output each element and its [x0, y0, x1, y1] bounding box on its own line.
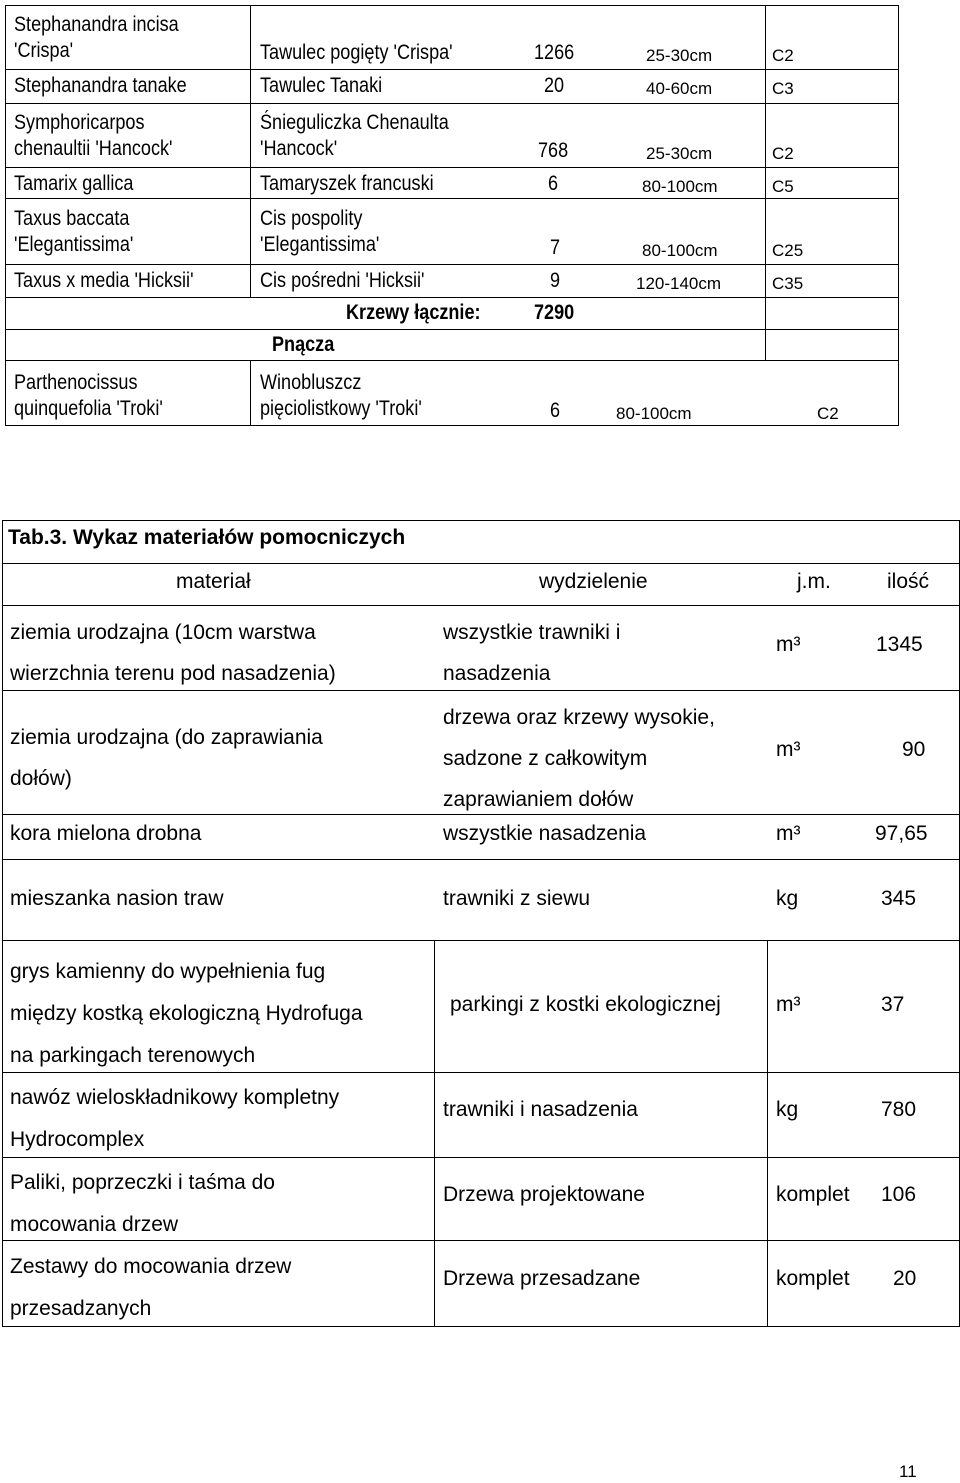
header-area: wydzielenie — [539, 570, 648, 593]
plant-polish: Tawulec pogięty 'Crispa' — [260, 41, 453, 64]
material-qty: 345 — [881, 887, 917, 910]
line: 'Elegantissima' — [260, 233, 380, 256]
material-area: trawniki z siewu — [443, 887, 591, 910]
plant-latin — [14, 110, 172, 162]
material-unit: komplet — [776, 1267, 850, 1290]
plant-container: C35 — [772, 274, 804, 293]
plant-container: C2 — [817, 404, 839, 423]
line: 'Hancock' — [260, 137, 338, 160]
line: zaprawianiem dołów — [443, 788, 634, 811]
header-material: materiał — [176, 570, 251, 593]
plant-size: 120-140cm — [636, 274, 722, 293]
material-name — [10, 717, 323, 799]
line: na parkingach terenowych — [10, 1044, 256, 1067]
line: ziemia urodzajna (do zaprawiania — [10, 726, 323, 749]
plant-polish: Tamaryszek francuski — [260, 172, 434, 195]
line: Śnieguliczka Chenaulta — [260, 111, 449, 134]
line: 'Elegantissima' — [14, 233, 134, 256]
plant-size: 80-100cm — [616, 404, 692, 423]
material-unit: kg — [776, 1098, 799, 1121]
line: Winobluszcz — [260, 371, 362, 394]
line: Parthenocissus — [14, 371, 138, 394]
plant-qty: 7 — [550, 236, 561, 259]
plant-qty: 1266 — [534, 41, 575, 64]
line: Paliki, poprzeczki i taśma do — [10, 1171, 275, 1194]
material-qty: 106 — [881, 1183, 917, 1206]
plant-size: 40-60cm — [646, 79, 713, 98]
material-area — [443, 612, 620, 694]
line: sadzone z całkowitym — [443, 747, 648, 770]
plant-qty: 20 — [544, 74, 565, 97]
plant-size: 25-30cm — [646, 144, 713, 163]
plant-container: C2 — [772, 46, 794, 65]
material-name: kora mielona drobna — [10, 822, 202, 845]
plant-container: C25 — [772, 241, 804, 260]
material-name — [10, 1162, 275, 1246]
line: wierzchnia terenu pod nasadzenia) — [10, 662, 336, 685]
material-area: Drzewa projektowane — [443, 1183, 645, 1206]
plant-qty: 6 — [550, 399, 561, 422]
line: Hydrocomplex — [10, 1128, 145, 1151]
line: quinquefolia 'Troki' — [14, 397, 163, 420]
plant-container: C3 — [772, 79, 794, 98]
shrubs-total-value: 7290 — [534, 301, 575, 324]
plant-latin — [14, 12, 179, 64]
plant-latin — [14, 206, 133, 258]
material-unit: m³ — [776, 993, 801, 1016]
plant-container: C5 — [772, 177, 794, 196]
line: wszystkie trawniki i — [443, 621, 621, 644]
material-name — [10, 612, 336, 694]
plant-qty: 6 — [548, 172, 559, 195]
shrubs-total-label: Krzewy łącznie: — [346, 301, 481, 324]
line: dołów) — [10, 767, 72, 790]
line: Zestawy do mocowania drzew — [10, 1255, 292, 1278]
plant-size: 80-100cm — [642, 241, 718, 260]
line: chenaultii 'Hancock' — [14, 137, 173, 160]
line: Taxus baccata — [14, 207, 130, 230]
plant-container: C2 — [772, 144, 794, 163]
line: ziemia urodzajna (10cm warstwa — [10, 621, 316, 644]
line: między kostką ekologiczną Hydrofuga — [10, 1002, 363, 1025]
line: mocowania drzew — [10, 1213, 179, 1236]
plant-latin: Tamarix gallica — [14, 172, 134, 195]
line: Symphoricarpos — [14, 111, 145, 134]
material-area — [443, 697, 715, 820]
plant-qty: 9 — [550, 269, 561, 292]
plant-polish — [260, 206, 379, 258]
line: pięciolistkowy 'Troki' — [260, 397, 422, 420]
material-unit: kg — [776, 887, 799, 910]
plant-polish — [260, 110, 449, 162]
material-unit: m³ — [776, 633, 801, 656]
climbers-section-label: Pnącza — [272, 333, 335, 356]
line: Cis pospolity — [260, 207, 363, 230]
material-area: trawniki i nasadzenia — [443, 1098, 638, 1121]
plant-size: 25-30cm — [646, 46, 713, 65]
material-area: wszystkie nasadzenia — [443, 822, 647, 845]
plant-polish: Tawulec Tanaki — [260, 74, 383, 97]
table3-title: Tab.3. Wykaz materiałów pomocniczych — [8, 526, 406, 549]
plant-qty: 768 — [538, 139, 569, 162]
plant-size: 80-100cm — [642, 177, 718, 196]
material-name: mieszanka nasion traw — [10, 887, 224, 910]
header-unit: j.m. — [797, 570, 831, 593]
material-qty: 20 — [893, 1267, 917, 1290]
line: nasadzenia — [443, 662, 551, 685]
plant-latin: Stephanandra tanake — [14, 74, 187, 97]
material-qty: 1345 — [876, 633, 923, 656]
plant-latin: Taxus x media 'Hicksii' — [14, 269, 194, 292]
material-unit: m³ — [776, 738, 801, 761]
material-name — [10, 1077, 339, 1161]
header-qty: ilość — [887, 570, 930, 593]
material-qty: 37 — [881, 993, 905, 1016]
material-qty: 97,65 — [875, 822, 928, 845]
plant-latin — [14, 370, 163, 422]
line: 'Crispa' — [14, 39, 74, 62]
material-name — [10, 1246, 291, 1330]
plant-polish: Cis pośredni 'Hicksii' — [260, 269, 425, 292]
page-number: 11 — [899, 1462, 917, 1481]
line: grys kamienny do wypełnienia fug — [10, 960, 326, 983]
material-area: parkingi z kostki ekologicznej — [450, 993, 721, 1016]
material-qty: 90 — [902, 738, 926, 761]
plant-polish — [260, 370, 422, 422]
line: drzewa oraz krzewy wysokie, — [443, 706, 715, 729]
line: nawóz wieloskładnikowy kompletny — [10, 1086, 340, 1109]
material-unit: m³ — [776, 822, 801, 845]
material-area: Drzewa przesadzane — [443, 1267, 641, 1290]
material-name — [10, 951, 363, 1077]
line: Stephanandra incisa — [14, 13, 179, 36]
material-qty: 780 — [881, 1098, 917, 1121]
line: przesadzanych — [10, 1297, 152, 1320]
material-unit: komplet — [776, 1183, 850, 1206]
